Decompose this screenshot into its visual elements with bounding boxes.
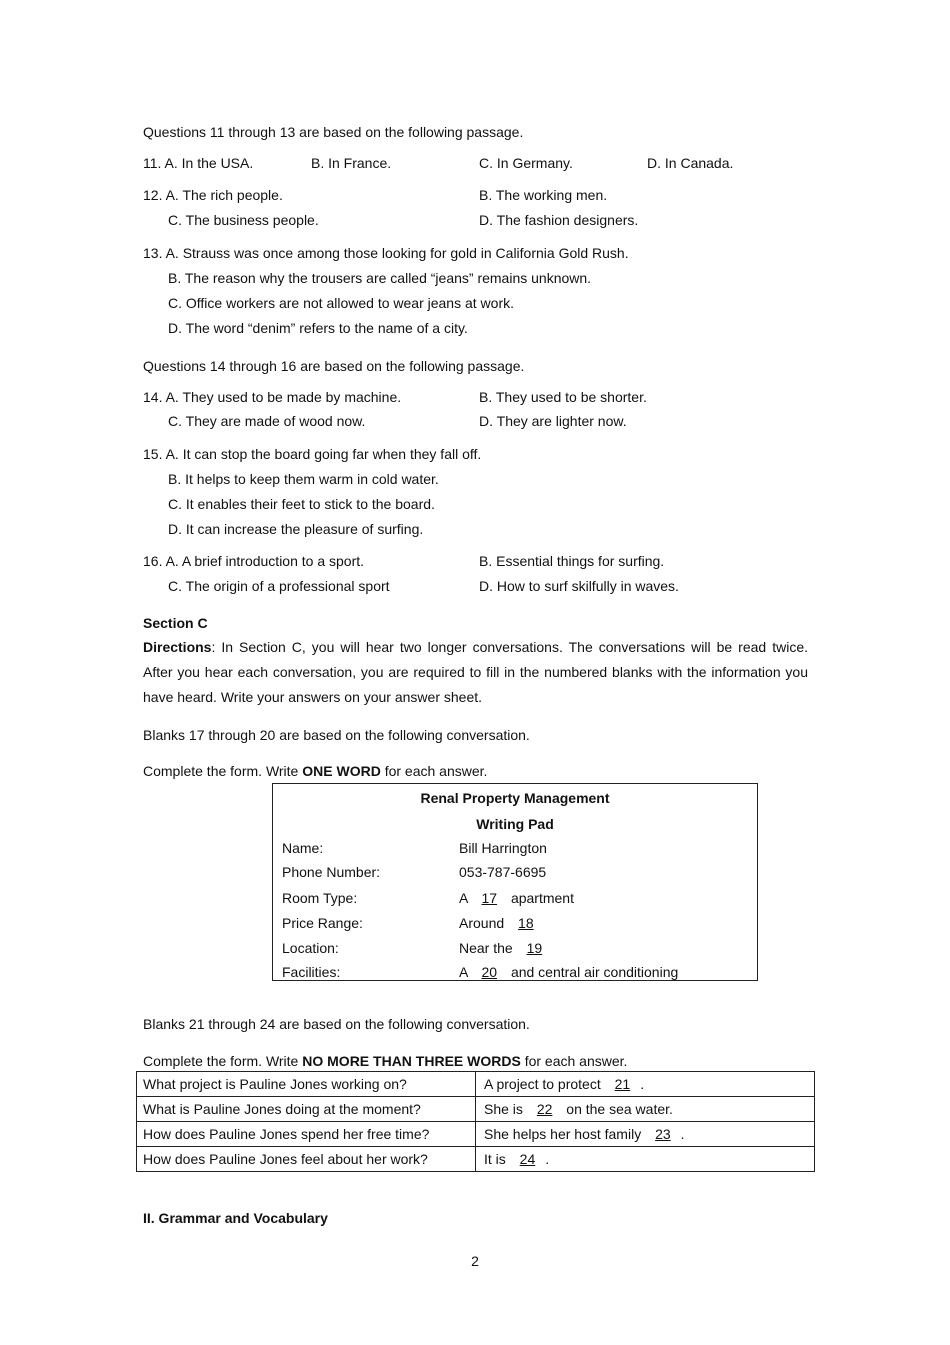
form-value-text: A xyxy=(459,890,468,906)
form-label: Room Type: xyxy=(282,890,358,906)
pauline-jones-table xyxy=(136,1071,815,1172)
answer-blank: 23 xyxy=(655,1126,671,1142)
form-value-text: A xyxy=(459,964,468,980)
answer-blank: 18 xyxy=(518,915,534,931)
table-row xyxy=(137,1097,815,1122)
table-row xyxy=(137,1072,815,1097)
q15-option-b: B. It helps to keep them warm in cold water. xyxy=(168,471,439,487)
passage-intro-11-13: Questions 11 through 13 are based on the following passage. xyxy=(143,124,524,140)
q12-option-a: 12. A. The rich people. xyxy=(143,187,283,203)
page-number: 2 xyxy=(471,1253,479,1269)
q11-option-c: C. In Germany. xyxy=(479,155,573,171)
instruction-post: for each answer. xyxy=(384,763,488,779)
question-cell: How does Pauline Jones feel about her work? xyxy=(137,1147,476,1172)
form-value xyxy=(459,963,678,981)
q14-option-d: D. They are lighter now. xyxy=(479,413,627,429)
form-label: Location: xyxy=(282,940,339,956)
answer-suffix: on the sea water. xyxy=(566,1101,673,1117)
question-cell: What project is Pauline Jones working on? xyxy=(137,1072,476,1097)
form-value xyxy=(459,889,574,907)
answer-blank: 20 xyxy=(481,964,498,980)
form-value xyxy=(459,939,552,957)
q16-option-a: 16. A. A brief introduction to a sport. xyxy=(143,553,365,569)
q14-option-a: 14. A. They used to be made by machine. xyxy=(143,389,402,405)
section-c-heading: Section C xyxy=(143,615,208,631)
q11-option-a: 11. A. In the USA. xyxy=(143,155,254,171)
form-value xyxy=(459,839,547,857)
q16-option-d: D. How to surf skilfully in waves. xyxy=(479,578,679,594)
q11-option-d: D. In Canada. xyxy=(647,155,734,171)
instruction-pre: Complete the form. Write xyxy=(143,1053,299,1069)
answer-blank: 17 xyxy=(481,890,498,906)
answer-prefix: She is xyxy=(484,1101,523,1117)
form-value-text: 053-787-6695 xyxy=(459,864,547,880)
q12-option-c: C. The business people. xyxy=(168,212,319,228)
answer-cell xyxy=(476,1122,815,1147)
form-value-suffix: and central air conditioning xyxy=(510,964,679,980)
question-cell: How does Pauline Jones spend her free time? xyxy=(137,1122,476,1147)
answer-blank: 22 xyxy=(536,1101,553,1117)
table-row xyxy=(137,1147,815,1172)
answer-suffix: . xyxy=(680,1126,685,1142)
form-value-text: Around xyxy=(459,915,505,931)
q15-option-c: C. It enables their feet to stick to the board. xyxy=(168,496,435,512)
q12-option-d: D. The fashion designers. xyxy=(479,212,639,228)
answer-blank: 21 xyxy=(614,1076,631,1092)
form-label: Price Range: xyxy=(282,915,363,931)
blanks-intro-21-24: Blanks 21 through 24 are based on the following conversation. xyxy=(143,1016,530,1032)
q13-option-d: D. The word “denim” refers to the name of a city. xyxy=(168,320,468,336)
property-form xyxy=(272,783,758,981)
q14-option-b: B. They used to be shorter. xyxy=(479,389,647,405)
table-row xyxy=(137,1122,815,1147)
instruction-emphasis: NO MORE THAN THREE WORDS xyxy=(302,1053,521,1069)
answer-cell xyxy=(476,1147,815,1172)
answer-cell xyxy=(476,1072,815,1097)
answer-prefix: She helps her host family xyxy=(484,1126,642,1142)
directions-text: : In Section C, you will hear two longer conversations. The conversations will be read twice. After you hear each conversation, you are required to fill in the numbered blanks with the information you have heard. Write your answers on your answer sheet. xyxy=(143,639,808,705)
form-label: Phone Number: xyxy=(282,864,381,880)
q12-option-b: B. The working men. xyxy=(479,187,608,203)
q13-option-b: B. The reason why the trousers are called “jeans” remains unknown. xyxy=(168,270,592,286)
q16-option-c: C. The origin of a professional sport xyxy=(168,578,390,594)
q15-option-d: D. It can increase the pleasure of surfing. xyxy=(168,521,424,537)
blanks-intro-17-20: Blanks 17 through 20 are based on the following conversation. xyxy=(143,727,530,743)
instruction-post: for each answer. xyxy=(524,1053,628,1069)
answer-suffix: . xyxy=(640,1076,645,1092)
q13-option-c: C. Office workers are not allowed to wear jeans at work. xyxy=(168,295,515,311)
answer-blank: 24 xyxy=(519,1151,536,1167)
form-instruction-1 xyxy=(143,762,487,780)
passage-intro-14-16: Questions 14 through 16 are based on the following passage. xyxy=(143,358,525,374)
q16-option-b: B. Essential things for surfing. xyxy=(479,553,665,569)
instruction-pre: Complete the form. Write xyxy=(143,763,299,779)
form-value xyxy=(459,863,546,881)
form-value-text: Near the xyxy=(459,940,513,956)
form-instruction-2 xyxy=(143,1052,627,1070)
form-label: Name: xyxy=(282,840,324,856)
question-cell: What is Pauline Jones doing at the moment? xyxy=(137,1097,476,1122)
instruction-emphasis: ONE WORD xyxy=(302,763,381,779)
form-subtitle: Writing Pad xyxy=(476,816,554,832)
q13-option-a: 13. A. Strauss was once among those looking for gold in California Gold Rush. xyxy=(143,245,629,261)
form-title: Renal Property Management xyxy=(420,790,610,806)
form-label: Facilities: xyxy=(282,964,341,980)
q11-option-b: B. In France. xyxy=(311,155,392,171)
answer-prefix: A project to protect xyxy=(484,1076,601,1092)
q15-option-a: 15. A. It can stop the board going far when they fall off. xyxy=(143,446,482,462)
answer-suffix: . xyxy=(545,1151,550,1167)
form-value-text: Bill Harrington xyxy=(459,840,547,856)
form-value xyxy=(459,914,544,932)
part-two-heading: II. Grammar and Vocabulary xyxy=(143,1210,328,1226)
directions-label: Directions xyxy=(143,639,212,655)
answer-blank: 19 xyxy=(526,940,543,956)
q14-option-c: C. They are made of wood now. xyxy=(168,413,366,429)
answer-cell xyxy=(476,1097,815,1122)
section-c-directions xyxy=(143,635,808,710)
answer-prefix: It is xyxy=(484,1151,506,1167)
form-value-suffix: apartment xyxy=(510,890,574,906)
